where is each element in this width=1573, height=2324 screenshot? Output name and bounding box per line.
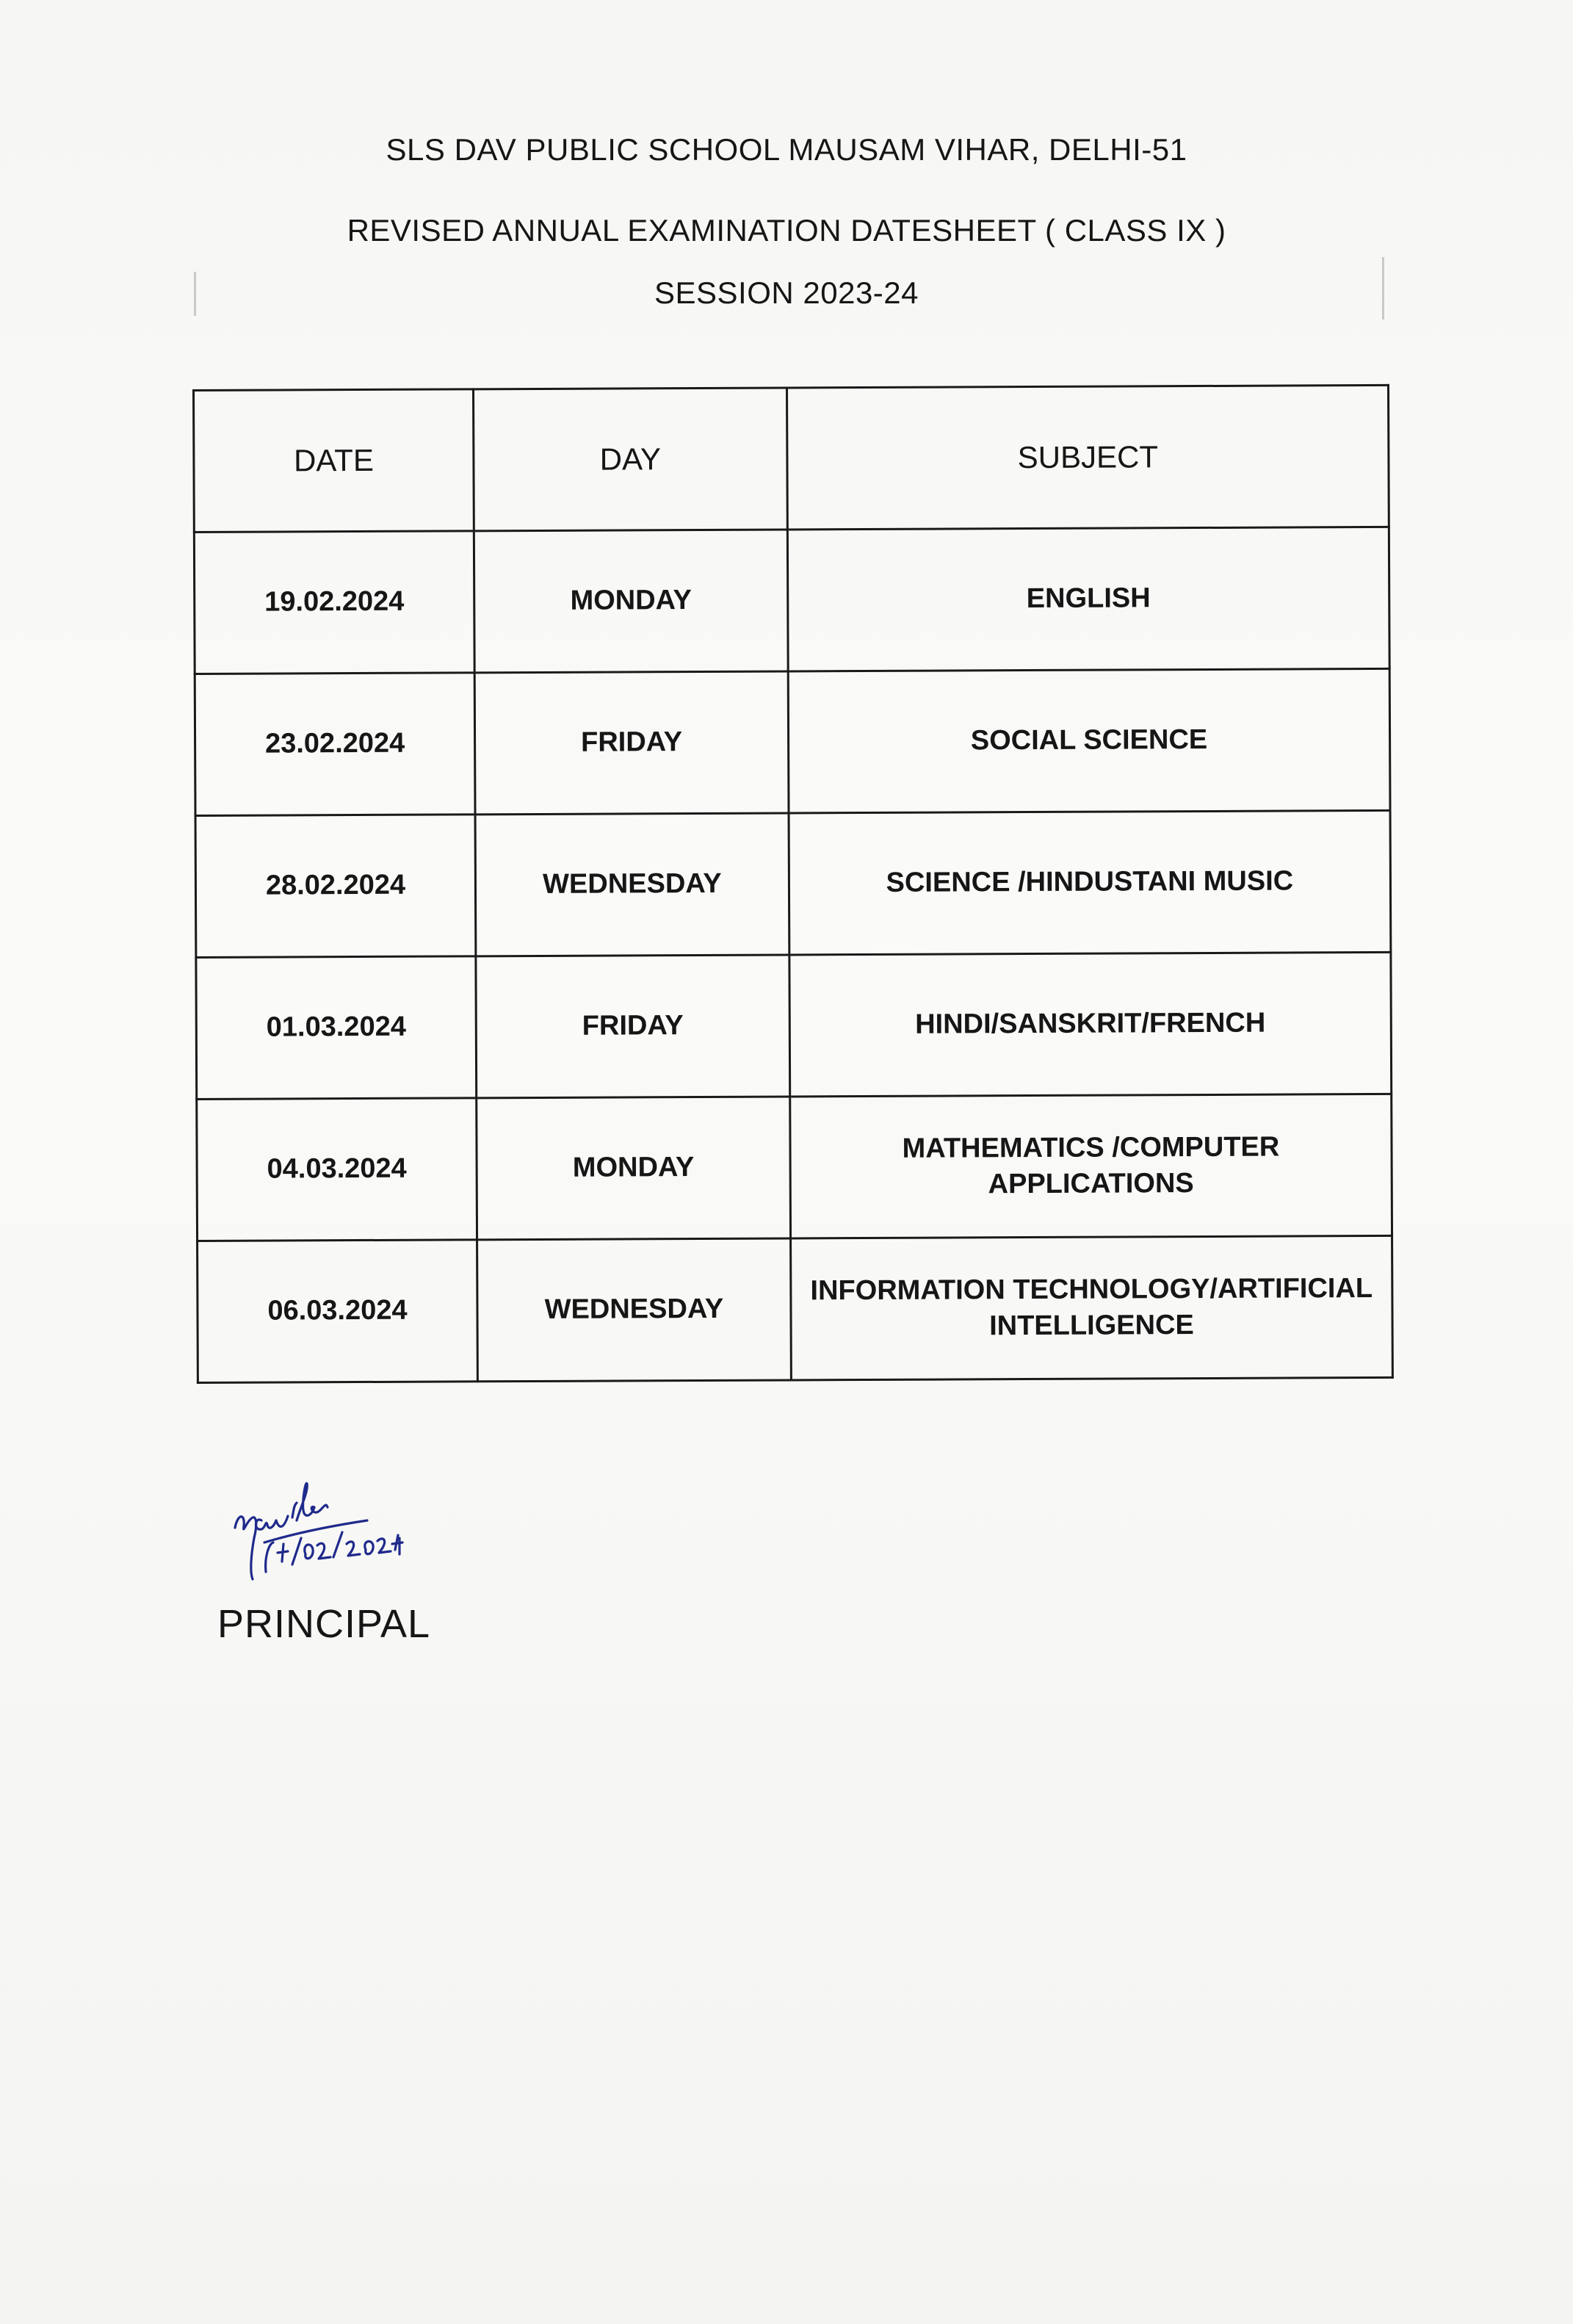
cell-date: 19.02.2024 xyxy=(194,531,474,674)
cell-day: MONDAY xyxy=(474,530,788,673)
column-header-day: DAY xyxy=(474,388,788,531)
table-row xyxy=(197,1094,1392,1241)
column-header-date: DATE xyxy=(194,389,474,533)
cell-date: 04.03.2024 xyxy=(197,1098,477,1241)
column-header-subject: SUBJECT xyxy=(786,385,1389,530)
cell-subject: INFORMATION TECHNOLOGY/ARTIFICIAL INTELLIGENCE xyxy=(790,1235,1392,1380)
cell-date: 06.03.2024 xyxy=(198,1240,478,1383)
principal-label: PRINCIPAL xyxy=(217,1602,431,1646)
cell-subject: HINDI/SANSKRIT/FRENCH xyxy=(789,952,1392,1097)
cell-subject: SCIENCE /HINDUSTANI MUSIC xyxy=(789,810,1391,955)
cell-subject: SOCIAL SCIENCE xyxy=(788,668,1390,813)
table-row xyxy=(195,810,1391,957)
datesheet-title: REVISED ANNUAL EXAMINATION DATESHEET ( CLASS IX ) xyxy=(347,213,1226,248)
cell-subject: MATHEMATICS /COMPUTER APPLICATIONS xyxy=(790,1094,1392,1238)
cell-date: 01.03.2024 xyxy=(196,956,477,1100)
cell-day: WEDNESDAY xyxy=(475,813,789,956)
cell-date: 28.02.2024 xyxy=(195,815,476,958)
session-label: SESSION 2023-24 xyxy=(654,275,919,310)
table-row xyxy=(194,527,1389,674)
cell-day: FRIDAY xyxy=(476,955,790,1098)
datesheet-table xyxy=(192,384,1394,1384)
cell-subject: ENGLISH xyxy=(787,527,1389,671)
principal-signature xyxy=(220,1462,441,1609)
table-row xyxy=(198,1235,1393,1382)
cell-date: 23.02.2024 xyxy=(195,673,475,816)
school-name: SLS DAV PUBLIC SCHOOL MAUSAM VIHAR, DELHI-51 xyxy=(386,132,1187,167)
cell-day: WEDNESDAY xyxy=(477,1238,792,1382)
cell-day: FRIDAY xyxy=(474,671,789,815)
table-row xyxy=(195,668,1390,815)
table-row xyxy=(196,952,1392,1099)
table-header-row xyxy=(194,385,1389,532)
cell-day: MONDAY xyxy=(477,1097,791,1240)
